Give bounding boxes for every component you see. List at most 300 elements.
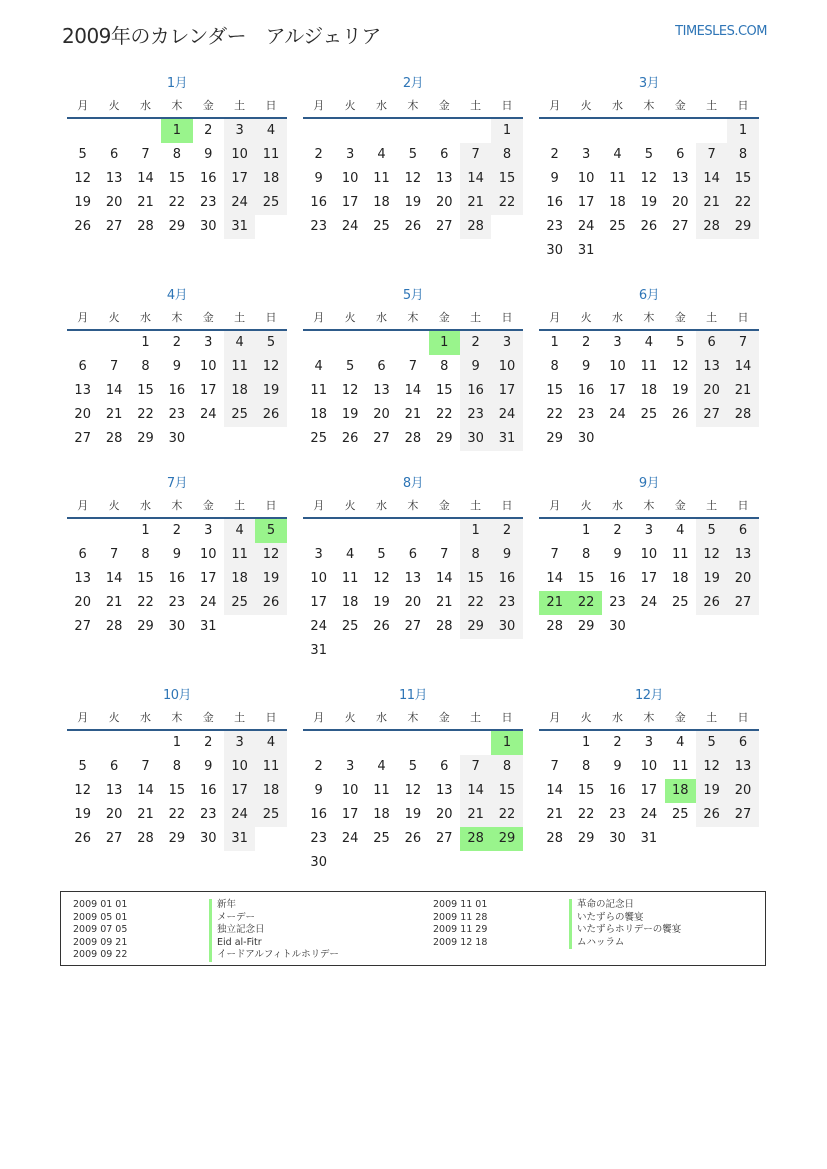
- day-cell: 9: [460, 355, 491, 379]
- day-blank: [397, 331, 428, 355]
- day-cell: 14: [105, 383, 123, 398]
- day-cell: 20: [727, 567, 758, 591]
- day-cell: 20: [404, 595, 422, 610]
- weekday-label: 水: [611, 99, 623, 112]
- day-cell: 11: [310, 383, 327, 398]
- month-block: [539, 685, 759, 851]
- day-blank: [429, 519, 460, 543]
- day-cell: 31: [310, 643, 327, 658]
- day-cell: 2: [460, 331, 491, 355]
- weekday-label: 月: [549, 499, 561, 512]
- day-cell: 27: [105, 219, 123, 234]
- day-cell: 6: [377, 359, 386, 374]
- day-cell: 9: [314, 783, 323, 798]
- weekday-label: 日: [265, 711, 277, 724]
- day-cell: 28: [546, 619, 563, 634]
- weekday-label: 木: [407, 711, 419, 724]
- day-cell: 10: [640, 547, 658, 562]
- day-blank: [334, 119, 365, 143]
- day-blank: [303, 119, 334, 143]
- day-cell-holiday: 5: [255, 519, 286, 543]
- day-cell: 14: [696, 167, 727, 191]
- day-cell: 2: [613, 735, 622, 750]
- weekday-label: 水: [375, 311, 387, 324]
- day-blank: [366, 331, 397, 355]
- weekday-label: 火: [108, 711, 120, 724]
- day-cell: 6: [440, 147, 449, 162]
- day-blank: [696, 119, 727, 143]
- weekday-label: 水: [139, 711, 151, 724]
- day-cell: 27: [727, 803, 758, 827]
- day-cell: 23: [310, 831, 327, 846]
- day-cell: 3: [644, 523, 653, 538]
- weekday-label: 月: [549, 99, 561, 112]
- weekday-header: [539, 307, 759, 331]
- day-cell: 20: [435, 195, 453, 210]
- month-block: [539, 73, 759, 263]
- day-cell: 26: [640, 219, 658, 234]
- day-cell: 22: [168, 807, 186, 822]
- day-cell: 19: [255, 567, 286, 591]
- weekday-label: 月: [77, 99, 89, 112]
- weekday-header: [67, 95, 287, 119]
- day-cell: 14: [546, 783, 563, 798]
- legend-holiday-name: いたずらホリデーの饗宴: [569, 924, 681, 937]
- weekday-header: [303, 95, 523, 119]
- day-cell: 9: [613, 547, 622, 562]
- day-cell: 2: [204, 123, 213, 138]
- day-cell: 18: [640, 383, 658, 398]
- day-blank: [460, 731, 491, 755]
- day-cell: 12: [671, 359, 689, 374]
- day-cell: 22: [491, 803, 522, 827]
- day-cell: 15: [727, 167, 758, 191]
- day-cell: 16: [609, 783, 626, 798]
- day-cell: 17: [224, 779, 255, 803]
- weekday-label: 水: [611, 311, 623, 324]
- weekday-label: 日: [737, 311, 749, 324]
- day-cell-holiday: 18: [665, 779, 696, 803]
- day-cell: 10: [224, 755, 255, 779]
- weekday-label: 金: [674, 499, 686, 512]
- day-cell: 12: [696, 543, 727, 567]
- day-cell: 17: [491, 379, 522, 403]
- day-cell: 3: [224, 119, 255, 143]
- month-block: [303, 285, 523, 451]
- day-cell: 5: [78, 759, 87, 774]
- day-cell: 1: [550, 335, 559, 350]
- day-cell: 9: [204, 147, 213, 162]
- day-cell: 8: [491, 143, 522, 167]
- day-cell: 30: [168, 431, 186, 446]
- day-blank: [334, 731, 365, 755]
- day-cell: 11: [341, 571, 359, 586]
- day-cell: 4: [676, 735, 685, 750]
- weekday-label: 火: [108, 499, 120, 512]
- day-cell: 30: [491, 615, 522, 639]
- day-cell: 4: [255, 119, 286, 143]
- day-cell: 14: [105, 571, 123, 586]
- day-cell: 26: [404, 831, 422, 846]
- weekday-label: 木: [171, 711, 183, 724]
- day-cell: 5: [78, 147, 87, 162]
- weekday-header: [303, 707, 523, 731]
- weekday-label: 木: [643, 311, 655, 324]
- day-cell: 15: [577, 571, 595, 586]
- day-cell: 28: [546, 831, 563, 846]
- day-cell: 3: [204, 523, 213, 538]
- weekday-label: 金: [202, 99, 214, 112]
- day-cell: 20: [671, 195, 689, 210]
- day-cell: 17: [341, 195, 359, 210]
- day-cell: 6: [440, 759, 449, 774]
- day-cell: 3: [581, 147, 591, 162]
- weekday-header: [303, 495, 523, 519]
- weekday-label: 土: [234, 711, 246, 724]
- weekday-label: 日: [265, 499, 277, 512]
- day-blank: [67, 731, 98, 755]
- day-cell: 18: [255, 779, 286, 803]
- day-cell: 3: [345, 759, 355, 774]
- day-cell: 25: [224, 591, 255, 615]
- day-cell: 13: [435, 783, 453, 798]
- day-cell: 23: [168, 407, 186, 422]
- day-cell: 11: [609, 171, 626, 186]
- day-cell: 23: [199, 195, 217, 210]
- day-cell: 26: [74, 831, 91, 846]
- day-cell: 13: [727, 543, 758, 567]
- day-cell: 18: [341, 595, 359, 610]
- day-cell: 1: [491, 119, 522, 143]
- month-block: [303, 685, 523, 875]
- day-cell: 3: [491, 331, 522, 355]
- day-cell: 17: [577, 195, 595, 210]
- day-cell: 20: [74, 407, 91, 422]
- day-cell: 13: [727, 755, 758, 779]
- day-cell: 6: [727, 519, 758, 543]
- day-cell: 9: [581, 359, 591, 374]
- month-block: [539, 473, 759, 639]
- day-cell: 29: [137, 619, 154, 634]
- day-cell: 23: [609, 807, 626, 822]
- day-cell-holiday: 29: [491, 827, 522, 851]
- month-title: 4月: [166, 288, 188, 303]
- day-cell: 22: [137, 595, 154, 610]
- day-cell: 1: [581, 735, 591, 750]
- day-cell: 27: [373, 431, 390, 446]
- day-blank: [67, 331, 98, 355]
- weekday-label: 日: [737, 99, 749, 112]
- day-cell: 15: [491, 779, 522, 803]
- weekday-header: [67, 307, 287, 331]
- day-cell: 27: [74, 619, 91, 634]
- day-cell: 18: [255, 167, 286, 191]
- day-cell: 4: [255, 731, 286, 755]
- day-cell: 1: [141, 523, 150, 538]
- day-blank: [303, 331, 334, 355]
- day-cell-holiday: 1: [161, 119, 192, 143]
- day-cell: 10: [310, 571, 327, 586]
- day-cell: 23: [609, 595, 626, 610]
- day-cell: 30: [609, 619, 626, 634]
- day-cell: 9: [613, 759, 622, 774]
- legend-holiday-name: イードアルフィトルホリデー: [209, 949, 339, 962]
- day-cell: 4: [377, 147, 386, 162]
- weekday-label: 木: [171, 99, 183, 112]
- day-cell: 5: [377, 547, 386, 562]
- day-cell: 30: [609, 831, 626, 846]
- month-title: 3月: [638, 76, 660, 91]
- day-cell: 13: [671, 171, 689, 186]
- day-cell: 18: [310, 407, 327, 422]
- day-cell: 23: [546, 219, 563, 234]
- day-cell: 5: [676, 335, 685, 350]
- day-cell: 24: [609, 407, 626, 422]
- weekday-label: 木: [171, 311, 183, 324]
- day-cell: 2: [204, 735, 213, 750]
- day-cell: 8: [550, 359, 559, 374]
- weekday-label: 金: [438, 99, 450, 112]
- weekday-label: 火: [108, 311, 120, 324]
- day-cell: 30: [310, 855, 327, 870]
- day-cell: 3: [314, 547, 323, 562]
- day-cell: 10: [224, 143, 255, 167]
- weekday-header: [539, 707, 759, 731]
- day-cell: 25: [255, 191, 286, 215]
- day-cell: 29: [577, 831, 595, 846]
- day-cell: 3: [345, 147, 355, 162]
- day-cell: 1: [727, 119, 758, 143]
- day-cell: 8: [460, 543, 491, 567]
- weekday-label: 月: [549, 711, 561, 724]
- day-cell: 26: [373, 619, 390, 634]
- weekday-label: 木: [643, 711, 655, 724]
- weekday-label: 土: [470, 711, 482, 724]
- day-cell: 18: [671, 571, 689, 586]
- day-cell: 7: [109, 359, 119, 374]
- day-cell: 1: [460, 519, 491, 543]
- legend-holiday-name: 革命の記念日: [569, 899, 634, 912]
- day-cell: 24: [577, 219, 595, 234]
- day-cell: 19: [74, 195, 91, 210]
- weekday-label: 火: [580, 311, 592, 324]
- day-cell: 22: [168, 195, 186, 210]
- day-grid: [303, 731, 523, 875]
- weekday-label: 金: [674, 99, 686, 112]
- day-cell: 6: [109, 759, 119, 774]
- day-cell: 21: [460, 803, 491, 827]
- day-cell: 22: [137, 407, 154, 422]
- day-cell: 29: [727, 215, 758, 239]
- day-cell: 27: [671, 219, 689, 234]
- legend-holiday-name: いたずらの饗宴: [569, 912, 644, 925]
- day-cell: 24: [341, 831, 359, 846]
- day-cell: 29: [168, 219, 186, 234]
- day-cell: 31: [577, 243, 595, 258]
- day-cell: 18: [609, 195, 626, 210]
- day-cell: 26: [696, 803, 727, 827]
- legend-date: 2009 01 01: [73, 899, 128, 910]
- day-cell: 12: [74, 171, 91, 186]
- day-cell: 24: [341, 219, 359, 234]
- month-title: 11月: [398, 688, 428, 703]
- day-blank: [334, 331, 365, 355]
- legend-date: 2009 09 22: [73, 949, 128, 960]
- day-cell: 18: [224, 567, 255, 591]
- day-cell: 19: [640, 195, 658, 210]
- day-cell: 15: [435, 383, 453, 398]
- day-cell: 16: [168, 571, 186, 586]
- legend-date: 2009 12 18: [433, 936, 488, 948]
- day-grid: [67, 731, 287, 851]
- day-cell: 19: [404, 195, 422, 210]
- day-blank: [98, 731, 129, 755]
- day-blank: [429, 731, 460, 755]
- day-cell: 19: [404, 807, 422, 822]
- day-cell: 30: [199, 219, 217, 234]
- day-cell: 7: [460, 755, 491, 779]
- weekday-label: 木: [643, 99, 655, 112]
- day-cell: 24: [310, 619, 327, 634]
- day-cell: 14: [546, 571, 563, 586]
- weekday-label: 火: [108, 99, 120, 112]
- day-blank: [67, 519, 98, 543]
- day-cell: 7: [460, 143, 491, 167]
- day-cell: 18: [224, 379, 255, 403]
- day-cell: 21: [435, 595, 453, 610]
- weekday-label: 金: [674, 711, 686, 724]
- day-cell: 12: [696, 755, 727, 779]
- day-cell: 28: [404, 431, 422, 446]
- day-cell: 9: [314, 171, 323, 186]
- day-grid: [303, 519, 523, 663]
- day-cell: 24: [224, 803, 255, 827]
- weekday-label: 火: [580, 499, 592, 512]
- weekday-label: 土: [234, 499, 246, 512]
- weekday-label: 水: [611, 499, 623, 512]
- day-grid: [539, 731, 759, 851]
- legend-holiday-name: Eid al-Fitr: [209, 937, 262, 950]
- weekday-label: 月: [313, 311, 325, 324]
- day-cell: 28: [137, 219, 154, 234]
- weekday-label: 金: [202, 311, 214, 324]
- day-cell: 16: [310, 195, 327, 210]
- day-blank: [130, 119, 161, 143]
- day-cell: 7: [440, 547, 449, 562]
- day-cell: 30: [460, 427, 491, 451]
- legend-holiday-name: メーデー: [209, 912, 255, 925]
- day-cell: 7: [550, 547, 559, 562]
- day-cell: 7: [696, 143, 727, 167]
- day-blank: [633, 119, 664, 143]
- day-grid: [67, 331, 287, 451]
- month-block: [303, 473, 523, 663]
- day-cell: 8: [172, 147, 181, 162]
- month-title: 1月: [166, 76, 188, 91]
- day-cell: 3: [204, 335, 213, 350]
- day-cell: 26: [341, 431, 359, 446]
- day-cell: 12: [373, 571, 390, 586]
- day-cell: 3: [224, 731, 255, 755]
- day-cell: 13: [105, 783, 123, 798]
- day-cell: 11: [671, 547, 689, 562]
- weekday-label: 土: [706, 499, 718, 512]
- day-cell: 7: [141, 759, 150, 774]
- day-cell: 26: [696, 591, 727, 615]
- day-cell: 21: [546, 807, 563, 822]
- day-cell: 31: [224, 827, 255, 851]
- day-cell: 10: [609, 359, 626, 374]
- day-cell: 17: [640, 571, 658, 586]
- day-cell: 2: [314, 759, 323, 774]
- day-grid: [67, 519, 287, 639]
- day-cell: 7: [408, 359, 417, 374]
- day-cell: 6: [78, 359, 87, 374]
- day-cell: 28: [696, 215, 727, 239]
- weekday-label: 日: [501, 311, 513, 324]
- day-blank: [397, 731, 428, 755]
- day-cell: 28: [460, 215, 491, 239]
- month-title: 5月: [402, 288, 424, 303]
- day-cell: 16: [546, 195, 563, 210]
- day-cell: 8: [141, 547, 150, 562]
- day-blank: [570, 119, 601, 143]
- day-cell: 28: [105, 619, 123, 634]
- day-cell: 26: [404, 219, 422, 234]
- day-cell: 16: [199, 171, 217, 186]
- day-cell: 29: [435, 431, 453, 446]
- month-title: 8月: [402, 476, 424, 491]
- weekday-label: 火: [344, 99, 356, 112]
- day-cell: 2: [172, 523, 181, 538]
- day-cell: 4: [314, 359, 323, 374]
- day-cell: 23: [168, 595, 186, 610]
- day-cell: 6: [676, 147, 685, 162]
- day-cell: 29: [577, 619, 595, 634]
- day-cell: 12: [404, 783, 422, 798]
- day-cell: 6: [408, 547, 417, 562]
- day-blank: [366, 519, 397, 543]
- day-blank: [397, 119, 428, 143]
- day-cell: 19: [373, 595, 390, 610]
- day-cell: 13: [74, 383, 91, 398]
- day-cell: 19: [255, 379, 286, 403]
- weekday-label: 日: [501, 711, 513, 724]
- day-cell: 1: [172, 735, 181, 750]
- day-cell: 12: [255, 355, 286, 379]
- day-cell: 11: [671, 759, 689, 774]
- day-cell: 27: [727, 591, 758, 615]
- day-cell: 5: [696, 519, 727, 543]
- weekday-label: 木: [407, 499, 419, 512]
- day-cell: 20: [373, 407, 390, 422]
- legend-date: 2009 05 01: [73, 911, 128, 923]
- day-cell: 2: [314, 147, 323, 162]
- day-cell: 25: [373, 219, 390, 234]
- day-cell: 9: [172, 359, 181, 374]
- day-cell: 31: [640, 831, 658, 846]
- day-cell: 11: [373, 783, 390, 798]
- day-cell: 22: [460, 591, 491, 615]
- month-block: [67, 285, 287, 451]
- day-cell: 2: [613, 523, 622, 538]
- day-cell: 30: [168, 619, 186, 634]
- day-blank: [366, 731, 397, 755]
- day-cell: 13: [696, 355, 727, 379]
- brand-link[interactable]: TIMESLES.COM: [675, 24, 767, 39]
- day-cell: 24: [199, 595, 217, 610]
- weekday-label: 火: [580, 99, 592, 112]
